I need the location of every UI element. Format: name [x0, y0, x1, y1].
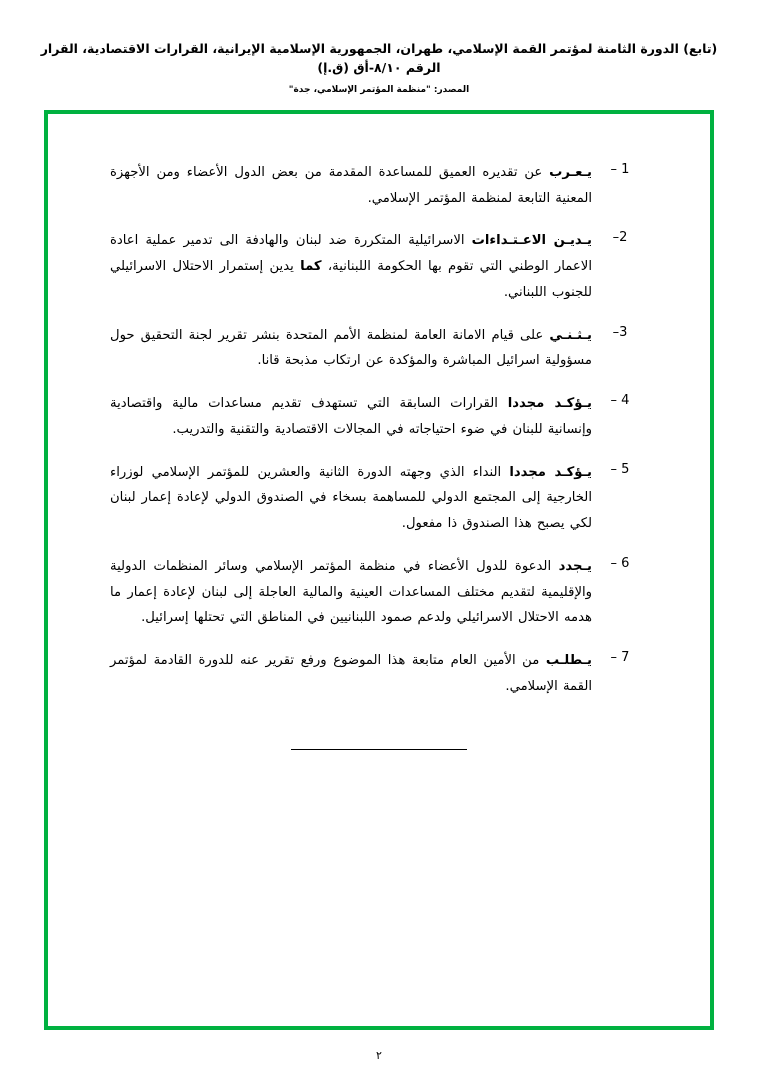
section-divider-wrap — [110, 735, 648, 754]
clause-lead: يـؤكـد مجددا — [509, 464, 593, 480]
list-item — [110, 460, 648, 537]
clause-text — [110, 228, 592, 305]
green-border-frame — [44, 110, 714, 1030]
clause-body: الدعوة للدول الأعضاء في منظمة المؤتمر الإسلامي وسائر المنظمات الدولية والإقليمية لتقديم مختلف المساعدات العينية والمالية العاجلة إلى لبنان لإعادة إعمار ما هدمه الاحتلال الاسرائيلي ولدعم صمود اللبنانيين في المناطق التي تحتلها إسرائيل. — [110, 558, 592, 626]
clause-text — [110, 648, 592, 699]
clause-list — [48, 114, 710, 754]
clause-lead: يـطلـب — [545, 653, 592, 669]
list-item — [110, 160, 648, 211]
clause-number: 3– — [612, 324, 628, 340]
list-item — [110, 648, 648, 699]
clause-text — [110, 391, 592, 442]
list-item — [110, 323, 648, 374]
list-item — [110, 391, 648, 442]
clause-body: الاسرائيلية المتكررة ضد لبنان والهادفة الى تدمير عملية اعادة الاعمار الوطني التي تقوم بها الحكومة اللبنانية، — [110, 233, 592, 275]
clause-lead: يـديـن الاعـتـداءات — [471, 233, 592, 249]
clause-lead: يـجدد — [558, 558, 592, 574]
clause-lead: يـعـرب — [549, 165, 592, 180]
document-header — [0, 0, 758, 95]
clause-number: 6 – — [610, 555, 630, 571]
clause-number: 4 – — [610, 393, 630, 409]
clause-text — [110, 460, 592, 537]
clause-number: 5 – — [610, 461, 630, 477]
section-divider — [291, 749, 467, 750]
list-item — [110, 554, 648, 631]
clause-number: 7 – — [610, 650, 630, 666]
clause-text — [110, 323, 592, 374]
clause-emphasis: كما — [300, 259, 322, 275]
page-number: ٢ — [376, 1049, 382, 1062]
clause-body: النداء الذي وجهته الدورة الثانية والعشرين للمؤتمر الإسلامي لوزراء الخارجية إلى المجتمع الدولي للمساهمة بسخاء في الصندوق الدولي لإعادة إعمار لبنان لكي يصبح هذا الصندوق ذا مفعول. — [110, 464, 592, 532]
clause-number: 2– — [612, 230, 628, 246]
clause-text — [110, 160, 592, 211]
clause-body: من الأمين العام متابعة هذا الموضوع ورفع تقرير عنه للدورة القادمة لمؤتمر القمة الإسلامي. — [110, 653, 592, 694]
clause-body: عن تقديره العميق للمساعدة المقدمة من بعض الدول الأعضاء ومن الأجهزة المعنية التابعة لمنظمة المؤتمر الإسلامي. — [110, 165, 592, 206]
header-title: (تابع) الدورة الثامنة لمؤتمر القمة الإسلامي، طهران، الجمهورية الإسلامية الإيرانية، القرارات الاقتصادية، القرار الرقم ٨/١٠-أق (ق.إ) — [40, 41, 718, 75]
header-source: المصدر: "منظمة المؤتمر الإسلامي، جدة" — [288, 84, 470, 95]
clause-lead: يـؤكـد مجددا — [507, 396, 592, 412]
clause-number: 1 – — [610, 162, 630, 177]
clause-lead: يـثـنـي — [549, 327, 592, 343]
clause-body: على قيام الامانة العامة لمنظمة الأمم المتحدة بنشر تقرير لجنة التحقيق حول مسؤولية اسرائيل المباشرة والمؤكدة عن ارتكاب مذبحة قانا. — [110, 327, 592, 369]
clause-text — [110, 554, 592, 631]
clause-body-continued: يدين إستمرار الاحتلال الاسرائيلي للجنوب اللبناني. — [110, 259, 592, 300]
list-item — [110, 228, 648, 305]
clause-body: القرارات السابقة التي تستهدف تقديم مساعدات مالية واقتصادية وإنسانية للبنان في ضوء احتياجاته في المجالات الاقتصادية والتقنية والتدريب. — [110, 396, 592, 437]
